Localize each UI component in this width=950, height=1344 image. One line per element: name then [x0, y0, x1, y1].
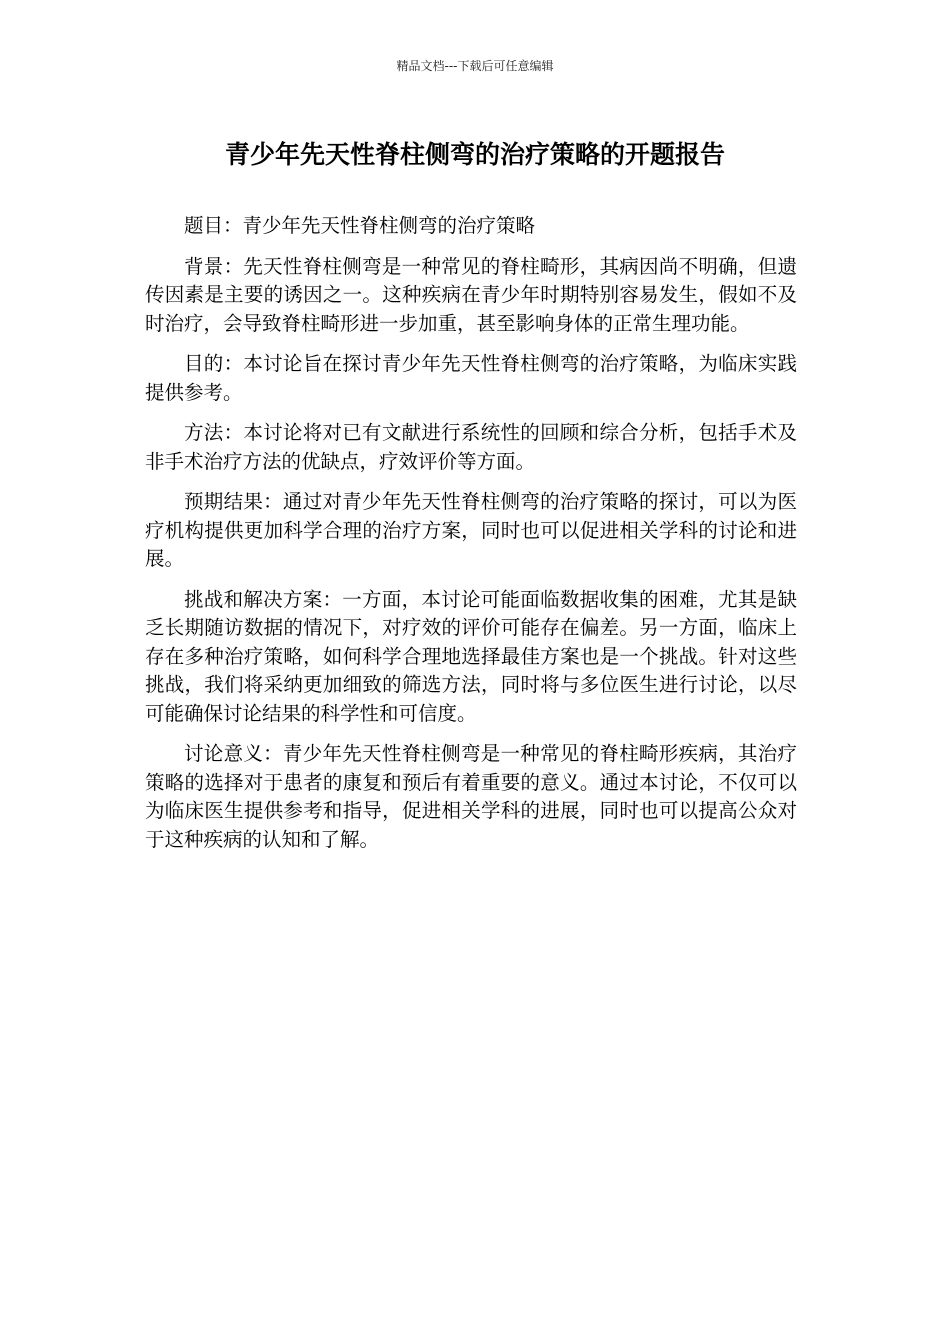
document-body: [145, 212, 797, 866]
paragraph-challenges: 挑战和解决方案：一方面，本讨论可能面临数据收集的困难，尤其是缺乏长期随访数据的情况下，对疗效的评价可能存在偏差。另一方面，临床上存在多种治疗策略，如何科学合理地选择最佳方案也是一个挑战。针对这些挑战，我们将采纳更加细致的筛选方法，同时将与多位医生进行讨论，以尽可能确保讨论结果的科学性和可信度。: [145, 587, 797, 725]
document-title: 青少年先天性脊柱侧弯的治疗策略的开题报告: [224, 140, 725, 169]
paragraph-topic: 题目：青少年先天性脊柱侧弯的治疗策略: [184, 214, 536, 237]
paragraph-purpose: 目的：本讨论旨在探讨青少年先天性脊柱侧弯的治疗策略，为临床实践提供参考。: [145, 352, 797, 404]
paragraph-background: 背景：先天性脊柱侧弯是一种常见的脊柱畸形，其病因尚不明确，但遗传因素是主要的诱因之一。这种疾病在青少年时期特别容易发生，假如不及时治疗，会导致脊柱畸形进一步加重，甚至影响身体的正常生理功能。: [145, 254, 797, 335]
paragraph-method: 方法：本讨论将对已有文献进行系统性的回顾和综合分析，包括手术及非手术治疗方法的优缺点，疗效评价等方面。: [145, 421, 797, 473]
paragraph-expected-results: 预期结果：通过对青少年先天性脊柱侧弯的治疗策略的探讨，可以为医疗机构提供更加科学合理的治疗方案，同时也可以促进相关学科的讨论和进展。: [145, 490, 797, 570]
paragraph-significance: 讨论意义：青少年先天性脊柱侧弯是一种常见的脊柱畸形疾病，其治疗策略的选择对于患者的康复和预后有着重要的意义。通过本讨论，不仅可以为临床医生提供参考和指导，促进相关学科的进展，同时也可以提高公众对于这种疾病的认知和了解。: [145, 742, 797, 851]
header-note: 精品文档---下载后可任意编辑: [396, 59, 554, 73]
